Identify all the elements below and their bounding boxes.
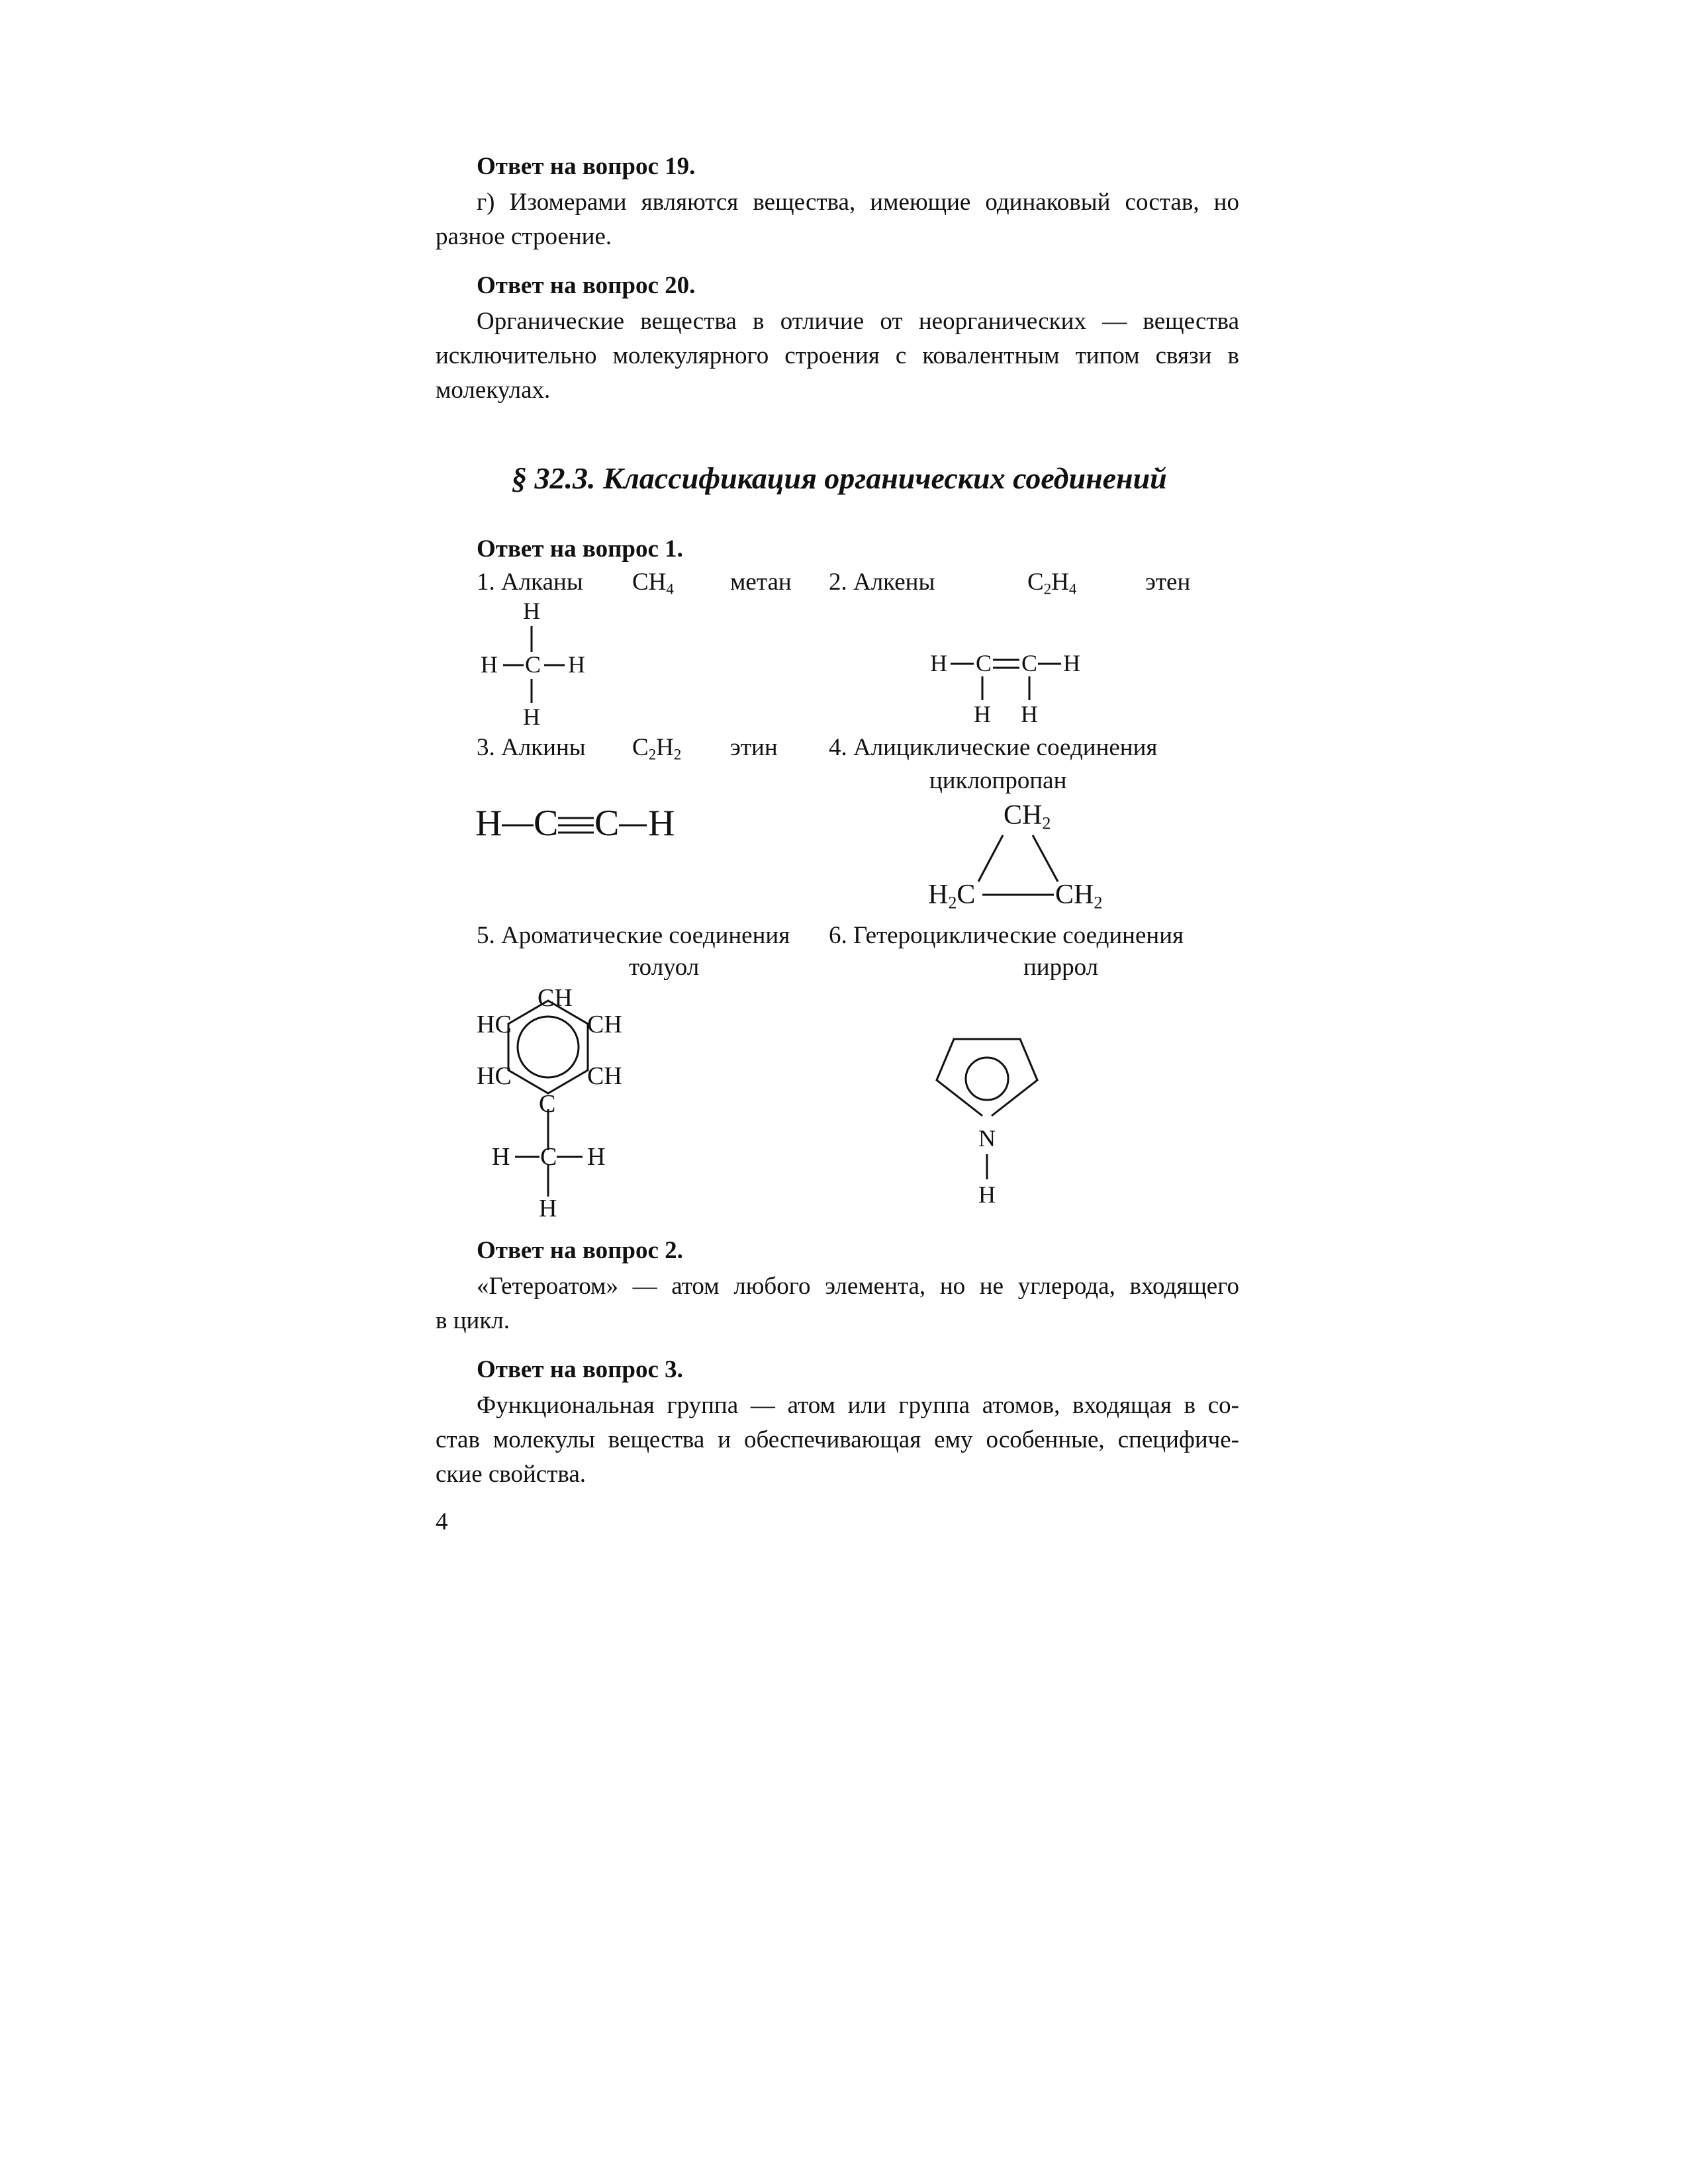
section-heading: § 32.3. Классификация органических соединений: [512, 461, 1167, 495]
methane-c: C: [525, 651, 541, 678]
toluene-h-left: H: [492, 1143, 510, 1171]
q20-line2: исключительно молекулярного строения с ковалентным типом связи в: [436, 342, 1239, 369]
cyclopropane-h2c-left: $H_2C$: [928, 880, 976, 913]
q3-line2: став молекулы вещества и обеспечивающая ему особенные, специфиче-: [436, 1426, 1239, 1453]
toluene-hc-lower-left: HC: [477, 1062, 512, 1090]
q20-title: Ответ на вопрос 20.: [477, 272, 696, 299]
ethene-c1: C: [976, 650, 992, 676]
alkanes-label: 1. Алканы: [477, 569, 583, 596]
ethyne-formula: $C_2H_2$: [632, 734, 682, 763]
ethyne-name: этин: [730, 734, 778, 761]
pyrrole-h: H: [978, 1181, 996, 1208]
toluene-ch-lower-right: CH: [587, 1062, 622, 1090]
toluene-c-methyl: C: [540, 1143, 557, 1171]
cyclopropane-ch2-top: $CH_2$: [1004, 800, 1051, 833]
pyrrole-n: N: [978, 1125, 996, 1152]
ethene-formula: $C_2H_4$: [1027, 569, 1077, 598]
methane-h-top: H: [523, 598, 540, 624]
toluene-hc-upper-left: HC: [477, 1011, 512, 1038]
q3-line3: ские свойства.: [436, 1461, 586, 1488]
alkynes-label: 3. Алкины: [477, 734, 586, 761]
ethene-h1: H: [930, 650, 947, 676]
toluene-c-ring: C: [539, 1090, 556, 1118]
q20-line1: Органические вещества в отличие от неорганических — вещества: [477, 308, 1239, 335]
pyrrole-name: пиррол: [1023, 954, 1099, 981]
toluene-ch-upper-right: CH: [587, 1011, 622, 1038]
q3-line1: Функциональная группа — атом или группа атомов, входящая в со-: [477, 1392, 1239, 1419]
q2-line2: в цикл.: [436, 1307, 510, 1334]
toluene-h-right: H: [587, 1143, 606, 1171]
q2-title: Ответ на вопрос 2.: [477, 1237, 683, 1264]
aromatic-label: 5. Ароматические соединения: [477, 922, 790, 949]
methane-h-bottom: H: [523, 704, 540, 730]
ethene-h2: H: [1063, 650, 1080, 676]
q19-line1: г) Изомерами являются вещества, имеющие одинаковый состав, но: [477, 189, 1239, 216]
toluene-ch-top: CH: [538, 984, 573, 1012]
cyclopropane-ch2-right: $CH_2$: [1055, 880, 1103, 913]
ethyne-c2: C: [594, 803, 620, 844]
ethene-name: этен: [1145, 569, 1191, 596]
ethyne-h2: H: [648, 803, 675, 844]
ethene-c2: C: [1021, 650, 1038, 676]
page-number: 4: [436, 1508, 448, 1535]
q20-line3: молекулах.: [436, 377, 551, 404]
alkenes-label: 2. Алкены: [829, 569, 935, 596]
q1-title: Ответ на вопрос 1.: [477, 535, 683, 563]
q3-title: Ответ на вопрос 3.: [477, 1356, 683, 1383]
heterocyclic-label: 6. Гетероциклические соединения: [829, 922, 1184, 949]
ethene-h4: H: [1021, 701, 1038, 727]
methane-formula: $CH_4$: [632, 569, 674, 598]
cyclopropane-name: циклопропан: [929, 767, 1067, 794]
methane-h-left: H: [481, 651, 498, 678]
ethyne-c1: C: [534, 803, 559, 844]
alicyclic-label: 4. Алициклические соединения: [829, 734, 1158, 761]
toluene-h-bottom: H: [539, 1195, 557, 1222]
ethyne-h1: H: [475, 803, 502, 844]
q19-line2: разное строение.: [436, 223, 612, 250]
q19-title: Ответ на вопрос 19.: [477, 153, 696, 180]
q2-line1: «Гетероатом» — атом любого элемента, но не углерода, входящего: [477, 1273, 1239, 1300]
ethene-h3: H: [974, 701, 991, 727]
methane-name: метан: [730, 569, 792, 596]
methane-h-right: H: [568, 651, 585, 678]
toluene-name: толуол: [629, 954, 700, 981]
